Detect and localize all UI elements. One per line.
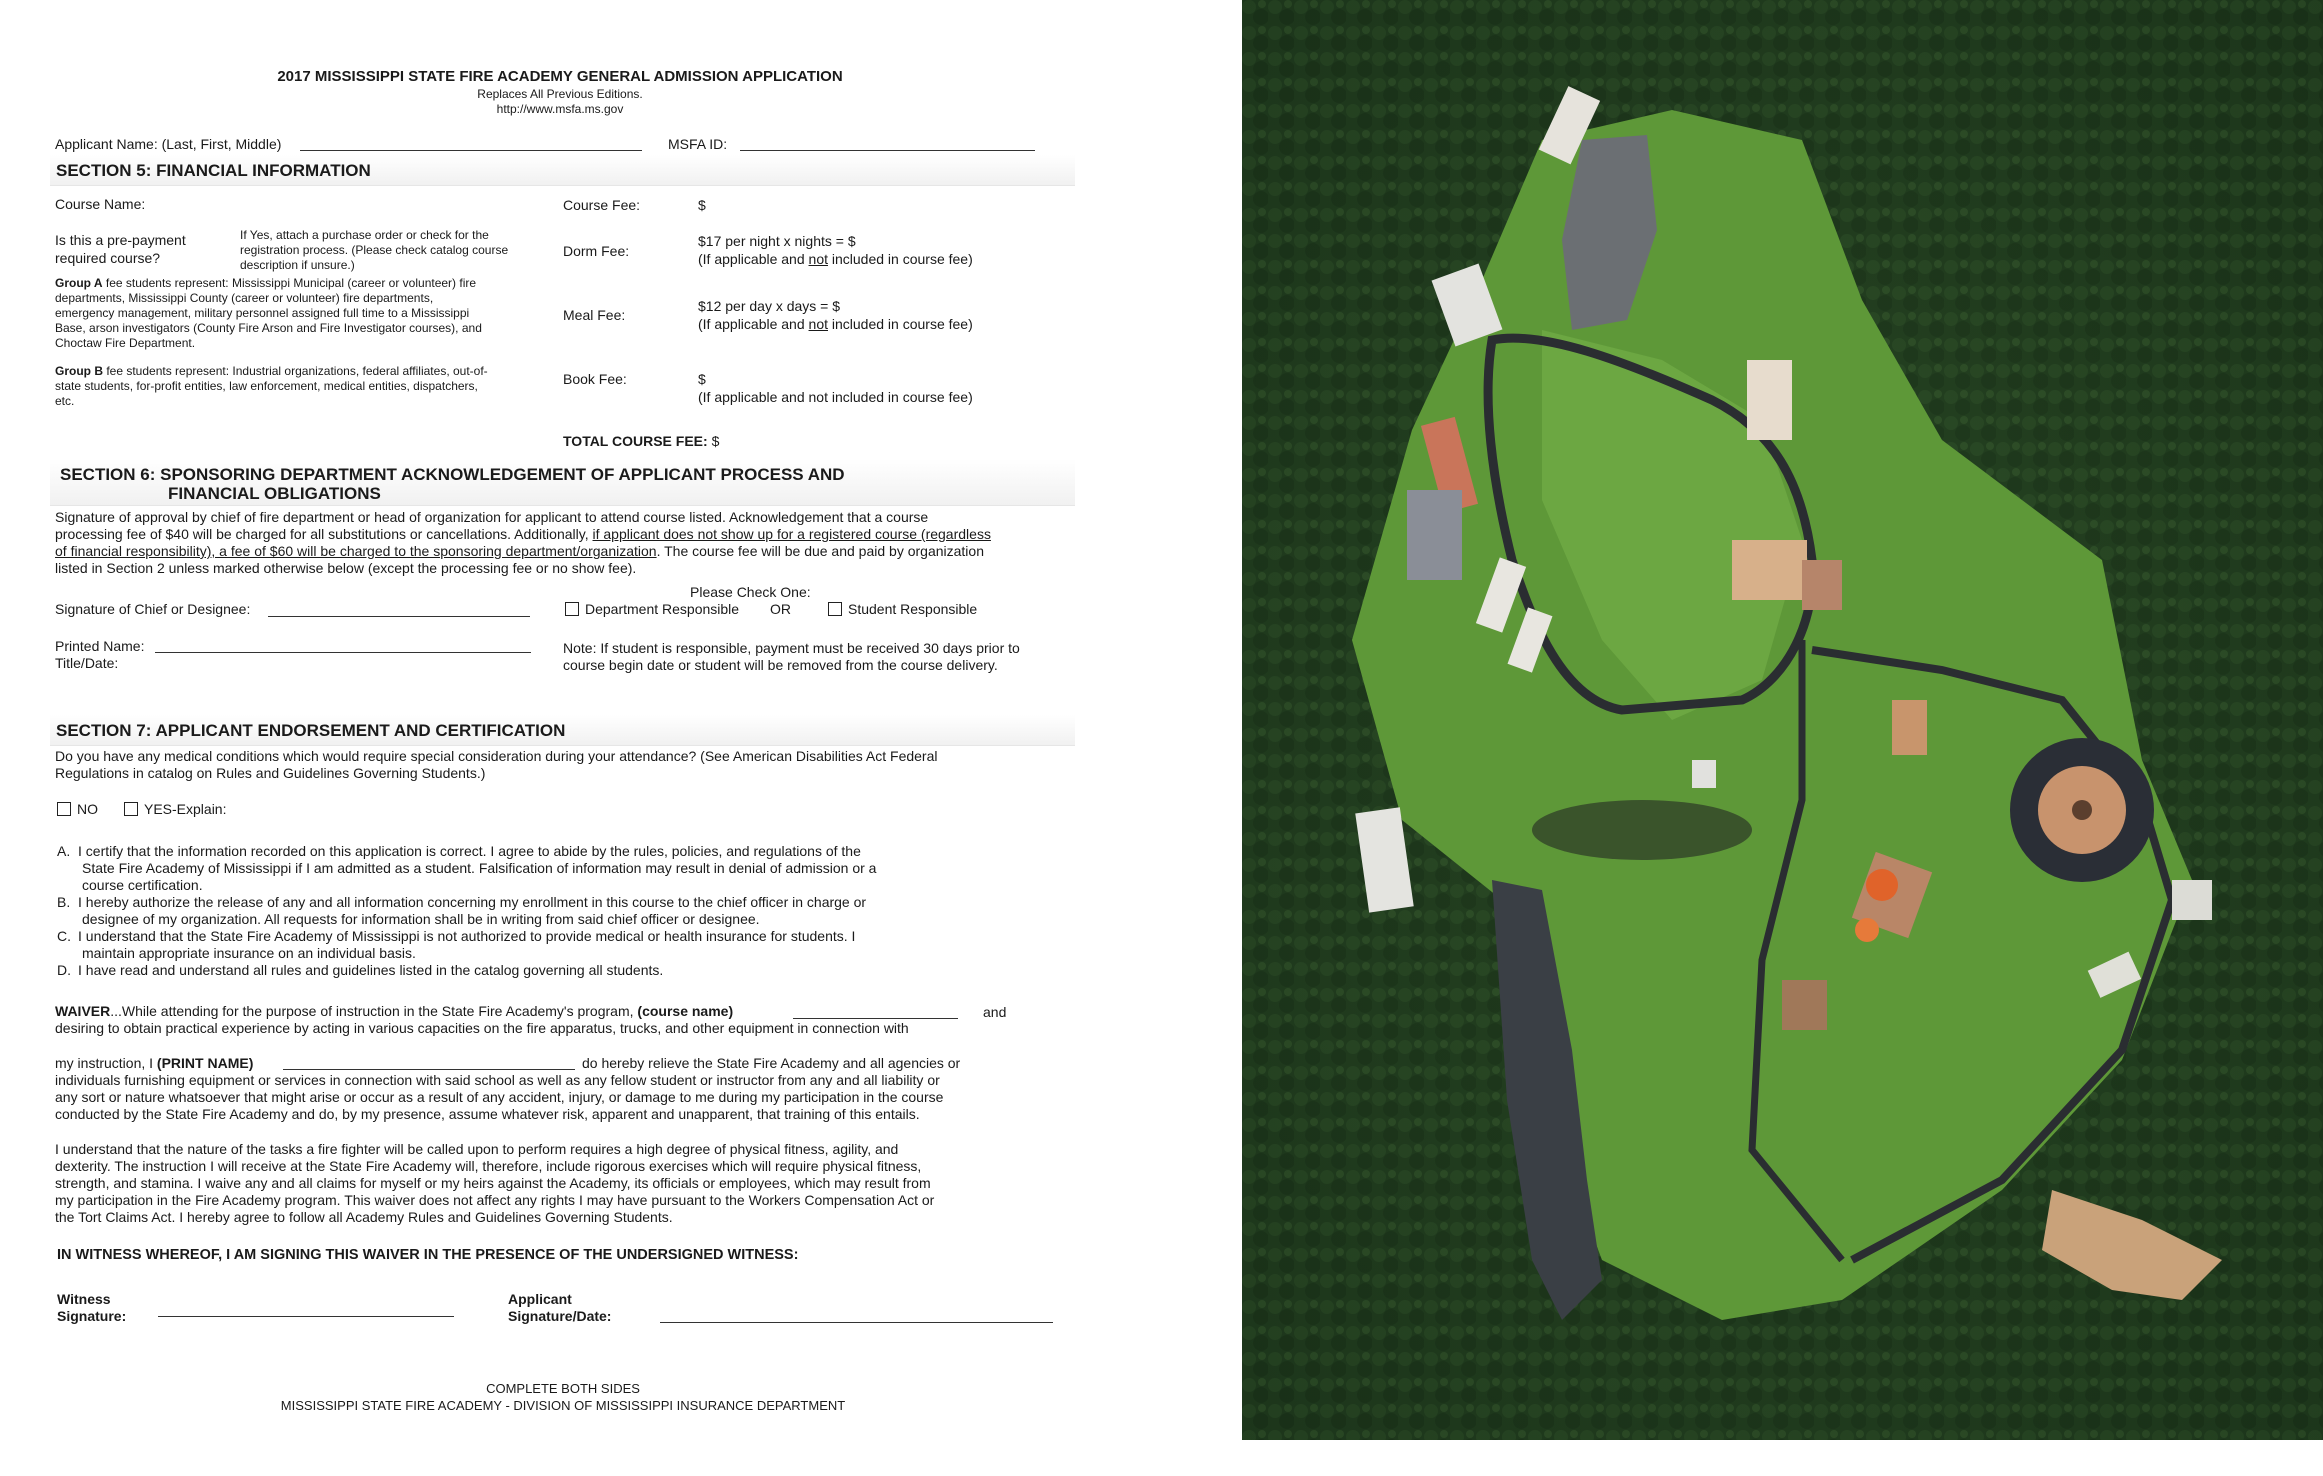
meal-fee-calc[interactable]: $12 per day x days = $	[698, 298, 841, 314]
course-name-field[interactable]	[793, 1018, 958, 1019]
certification-line: State Fire Academy of Mississippi if I am admitted as a student. Falsification of information may result in denial of admission or a	[82, 860, 877, 876]
medical-question: Do you have any medical conditions which would require special consideration during your attendance? (See American Disabilities Act Federal	[55, 748, 938, 764]
certification-letter: B.	[57, 894, 71, 910]
section-6-paragraph-4: listed in Section 2 unless marked otherwise below (except the processing fee or no show fee).	[55, 560, 637, 576]
footer-line-2: MISSISSIPPI STATE FIRE ACADEMY - DIVISION OF MISSISSIPPI INSURANCE DEPARTMENT	[280, 1398, 846, 1413]
certification-line: maintain appropriate insurance on an individual basis.	[82, 945, 416, 961]
certification-letter: D.	[57, 962, 71, 978]
dorm-fee-note: (If applicable and not included in course fee)	[698, 251, 973, 267]
form-subtitle: Replaces All Previous Editions.	[477, 87, 643, 101]
group-a-text-3: emergency management, military personnel assigned full time to a Mississippi	[55, 306, 470, 320]
group-a-text-4: Base, arson investigators (County Fire Arson and Fire Investigator courses), and	[55, 321, 482, 335]
payment-note: Note: If student is responsible, payment must be received 30 days prior to	[563, 640, 1020, 656]
understand-line-4: my participation in the Fire Academy program. This waiver does not affect any rights I may have pursuant to the Workers Compensation Act or	[55, 1192, 935, 1208]
parking-lot	[1407, 490, 1462, 580]
footer-line-1: COMPLETE BOTH SIDES	[486, 1381, 640, 1396]
or-label: OR	[770, 601, 791, 617]
medical-no-option[interactable]: NO	[57, 801, 98, 818]
understand-line-5: the Tort Claims Act. I hereby agree to follow all Academy Rules and Guidelines Governing Students.	[55, 1209, 673, 1225]
section-7-title: SECTION 7: APPLICANT ENDORSEMENT AND CERTIFICATION	[56, 721, 566, 740]
prepay-note: If Yes, attach a purchase order or check for the	[240, 228, 489, 242]
waiver-and: and	[983, 1004, 1007, 1020]
group-a-text-5: Choctaw Fire Department.	[55, 336, 196, 350]
fire-flame	[1855, 918, 1879, 942]
section-6-paragraph: Signature of approval by chief of fire department or head of organization for applicant to attend course listed. Acknowledgement that a course	[55, 509, 929, 525]
training-tower	[1732, 540, 1807, 600]
chief-signature-label: Signature of Chief or Designee:	[55, 601, 251, 617]
building	[1692, 760, 1716, 788]
total-course-fee[interactable]: TOTAL COURSE FEE: $	[563, 433, 720, 449]
dorm-fee-calc[interactable]: $17 per night x nights = $	[698, 233, 856, 249]
medical-yes-option[interactable]: YES-Explain:	[124, 801, 226, 818]
waiver-line-6: conducted by the State Fire Academy and do, by my presence, assume whatever risk, apparent and unapparent, that training of this entails.	[55, 1106, 920, 1122]
group-b-text: Group B fee students represent: Industrial organizations, federal affiliates, out-of-	[55, 364, 488, 378]
certification-line: I hereby authorize the release of any and all information concerning my enrollment in this course to the chief officer in charge or	[78, 894, 867, 910]
medical-yes-checkbox[interactable]	[124, 802, 138, 816]
meal-fee-label: Meal Fee:	[563, 307, 626, 323]
group-b-text-2: state students, for-profit entities, law enforcement, medical entities, dispatchers,	[55, 379, 478, 393]
waiver-line-4: individuals furnishing equipment or services in connection with said school as well as any fellow student or instructor from any and all liability or	[55, 1072, 940, 1088]
certification-line: I understand that the State Fire Academy of Mississippi is not authorized to provide medical or health insurance for students. I	[78, 928, 856, 944]
msfa-id-field[interactable]	[740, 150, 1035, 151]
prepay-label-2: required course?	[55, 250, 161, 266]
certification-line: I have read and understand all rules and guidelines listed in the catalog governing all students.	[78, 962, 664, 978]
section-5-title: SECTION 5: FINANCIAL INFORMATION	[56, 161, 371, 180]
building	[1747, 360, 1792, 440]
course-fee-value[interactable]: $	[698, 197, 706, 213]
book-fee-value[interactable]: $	[698, 371, 706, 387]
waiver-line-1: WAIVER...While attending for the purpose of instruction in the State Fire Academy's program, (course name)	[55, 1003, 734, 1019]
print-name-field[interactable]	[283, 1069, 575, 1070]
medical-question-2: Regulations in catalog on Rules and Guidelines Governing Students.)	[55, 765, 486, 781]
applicant-label: Applicant	[508, 1291, 572, 1307]
applicant-name-field[interactable]	[300, 150, 642, 151]
group-b-text-3: etc.	[55, 394, 75, 408]
department-responsible-checkbox[interactable]	[565, 602, 579, 616]
understand-line-2: dexterity. The instruction I will receive at the State Fire Academy will, therefore, include rigorous exercises which will require physical fitness,	[55, 1158, 922, 1174]
book-fee-note: (If applicable and not included in course fee)	[698, 389, 973, 405]
applicant-signature-field[interactable]	[660, 1322, 1053, 1323]
certification-line: course certification.	[82, 877, 203, 893]
section-6-title: SECTION 6: SPONSORING DEPARTMENT ACKNOWLEDGEMENT OF APPLICANT PROCESS AND	[60, 465, 845, 484]
student-responsible-option[interactable]: Student Responsible	[828, 601, 977, 618]
book-fee-label: Book Fee:	[563, 371, 627, 387]
department-responsible-option[interactable]: Department Responsible	[565, 601, 739, 618]
section-6-header	[50, 459, 1075, 506]
prepay-note-2: registration process. (Please check catalog course	[240, 243, 509, 257]
vehicle-yard	[2172, 880, 2212, 920]
burn-building	[1782, 980, 1827, 1030]
section-5-header	[50, 155, 1075, 186]
section-6-title-2: FINANCIAL OBLIGATIONS	[168, 484, 381, 503]
applicant-name-label: Applicant Name: (Last, First, Middle)	[55, 136, 282, 152]
aerial-photo-illustration	[1242, 0, 2323, 1440]
waiver-line-3b: do hereby relieve the State Fire Academy and all agencies or	[582, 1055, 961, 1071]
medical-no-checkbox[interactable]	[57, 802, 71, 816]
witness-heading: IN WITNESS WHEREOF, I AM SIGNING THIS WAIVER IN THE PRESENCE OF THE UNDERSIGNED WITNESS:	[57, 1247, 799, 1263]
smoke-plume	[1532, 800, 1752, 860]
group-a-text: Group A fee students represent: Mississippi Municipal (career or volunteer) fire	[55, 276, 477, 290]
form-title: 2017 MISSISSIPPI STATE FIRE ACADEMY GENERAL ADMISSION APPLICATION	[277, 68, 843, 85]
course-name-label: Course Name:	[55, 196, 146, 212]
meal-fee-note: (If applicable and not included in course fee)	[698, 316, 973, 332]
please-check-label: Please Check One:	[690, 584, 811, 600]
prepay-note-3: description if unsure.)	[240, 258, 355, 272]
student-responsible-checkbox[interactable]	[828, 602, 842, 616]
certification-letter: C.	[57, 928, 71, 944]
understand-line-3: strength, and stamina. I waive any and all claims for myself or my heirs against the Academy, its officials or employees, which may result from	[55, 1175, 931, 1191]
prepay-label: Is this a pre-payment	[55, 232, 186, 248]
witness-signature-field[interactable]	[158, 1316, 454, 1317]
course-fee-label: Course Fee:	[563, 197, 641, 213]
msfa-id-label: MSFA ID:	[668, 136, 728, 152]
aerial-campus-photo	[1242, 0, 2323, 1440]
section-6-paragraph-3: of financial responsibility), a fee of $60 will be charged to the sponsoring department/organization. The course fee will be due and paid by organization	[55, 543, 984, 559]
chief-signature-field[interactable]	[268, 616, 530, 617]
waiver-line-3: my instruction, I (PRINT NAME)	[55, 1055, 254, 1071]
fire-flame	[1866, 869, 1898, 901]
building	[1802, 560, 1842, 610]
printed-name-label: Printed Name:	[55, 638, 145, 654]
form-url: http://www.msfa.ms.gov	[496, 102, 624, 116]
title-date-label: Title/Date:	[55, 655, 119, 671]
waiver-line-5: any sort or nature whatsoever that might arise or occur as a result of any accident, injury, or damage to me during my participation in the course	[55, 1089, 944, 1105]
section-7-header	[50, 715, 1075, 746]
certification-line: designee of my organization. All requests for information shall be in writing from said chief officer or designee.	[82, 911, 760, 927]
understand-line-1: I understand that the nature of the tasks a fire fighter will be called upon to perform requires a high degree of physical fitness, agility, and	[55, 1141, 899, 1157]
group-a-text-2: departments, Mississippi County (career or volunteer) fire departments,	[55, 291, 434, 305]
dorm-fee-label: Dorm Fee:	[563, 243, 630, 259]
certification-line: I certify that the information recorded on this application is correct. I agree to abide by the rules, policies, and regulations of the	[78, 843, 861, 859]
section-6-paragraph-2: processing fee of $40 will be charged for all substitutions or cancellations. Additionally, if applicant does not show up for a registered course (regardless	[55, 526, 991, 542]
waiver-line-2: desiring to obtain practical experience by acting in various capacities on the fire apparatus, trucks, and other equipment in connection with	[55, 1020, 909, 1036]
witness-label-2: Signature:	[57, 1308, 127, 1324]
witness-label: Witness	[57, 1291, 111, 1307]
payment-note-2: course begin date or student will be removed from the course delivery.	[563, 657, 998, 673]
applicant-label-2: Signature/Date:	[508, 1308, 612, 1324]
certification-letter: A.	[57, 843, 71, 859]
printed-name-field[interactable]	[155, 652, 531, 653]
building	[1892, 700, 1927, 755]
